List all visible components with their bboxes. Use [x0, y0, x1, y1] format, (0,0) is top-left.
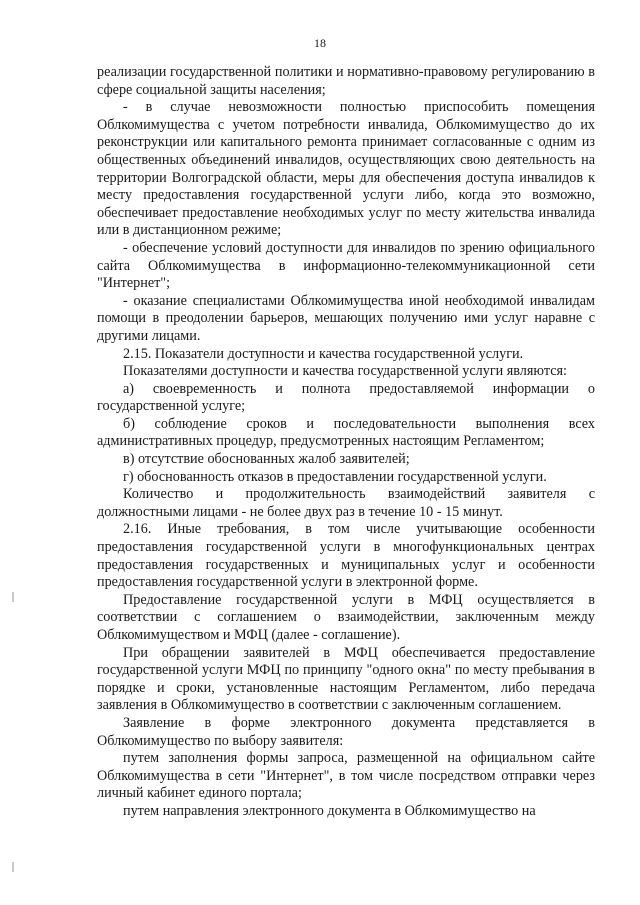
- paragraph-5-section-heading: 2.15. Показатели доступности и качества государственной услуги.: [123, 345, 524, 362]
- paragraph-4: - оказание специалистами Облкомимущества иной необходимой инвалидам помощи в преодолении барьеров, мешающих получению ими услуг наравне с другими лицами.: [97, 292, 595, 344]
- paragraph-1: реализации государственной политики и нормативно-правовому регулированию в сфере социальной защиты населения;: [97, 64, 595, 98]
- paragraph-15: Заявление в форме электронного документа представляется в Облкомимущество по выбору заявителя:: [97, 714, 595, 749]
- paragraph-9: в) отсутствие обоснованных жалоб заявителей;: [123, 451, 410, 468]
- paragraph-2: - в случае невозможности полностью приспособить помещения Облкомимущества с учетом потребности инвалида, Облкомимущество до их реконструкции или капитального ремонта принимает согласованные с одним из общественных объединений инвалидов, осуществляющих свою деятельность на территории Волгоградской области, меры для обеспечения доступа инвалидов к месту предоставления государственной услуги либо, когда это возможно, обеспечивает предоставление необходимых услуг по месту жительства инвалида или в дистанционном режиме;: [97, 99, 595, 239]
- paragraph-13: Предоставление государственной услуги в МФЦ осуществляется в соответствии с соглашением о взаимодействии, заключенным между Облкомимуществом и МФЦ (далее - соглашение).: [97, 591, 595, 643]
- paragraph-17: путем направления электронного документа в Облкомимущество на: [123, 802, 536, 819]
- paragraph-16: путем заполнения формы запроса, размещенной на официальном сайте Облкомимущества в сети "Интернет", в том числе посредством отправки через личный кабинет единого портала;: [97, 750, 595, 802]
- page-number: 18: [314, 36, 326, 50]
- paragraph-14: При обращении заявителей в МФЦ обеспечивается предоставление государственной услуги МФЦ по принципу "одного окна" по месту пребывания в порядке и сроки, установленные настоящим Регламентом, либо передача заявления в Облкомимущество в соответствии с заключенным соглашением.: [97, 644, 595, 714]
- paragraph-3: - обеспечение условий доступности для инвалидов по зрению официального сайта Облкомимущества в информационно-телекоммуникационной сети "Интернет";: [97, 239, 595, 292]
- document-body: [97, 64, 595, 821]
- paragraph-12-section-heading: 2.16. Иные требования, в том числе учитывающие особенности предоставления государственной услуги в многофункциональных центрах предоставления государственных и муниципальных услуг и особенности предоставления государственной услуги в электронной форме.: [97, 521, 595, 591]
- paragraph-6: Показателями доступности и качества государственной услуги являются:: [123, 363, 567, 380]
- paragraph-8: б) соблюдение сроков и последовательности выполнения всех административных процедур, предусмотренных настоящим Регламентом;: [97, 415, 595, 450]
- scan-margin-mark: [12, 862, 14, 872]
- paragraph-11: Количество и продолжительность взаимодействий заявителя с должностными лицами - не более двух раз в течение 10 - 15 минут.: [97, 486, 595, 520]
- paragraph-10: г) обоснованность отказов в предоставлении государственной услуги.: [123, 468, 547, 485]
- paragraph-7: а) своевременность и полнота предоставляемой информации о государственной услуге;: [97, 380, 595, 415]
- scan-margin-mark: [12, 592, 14, 602]
